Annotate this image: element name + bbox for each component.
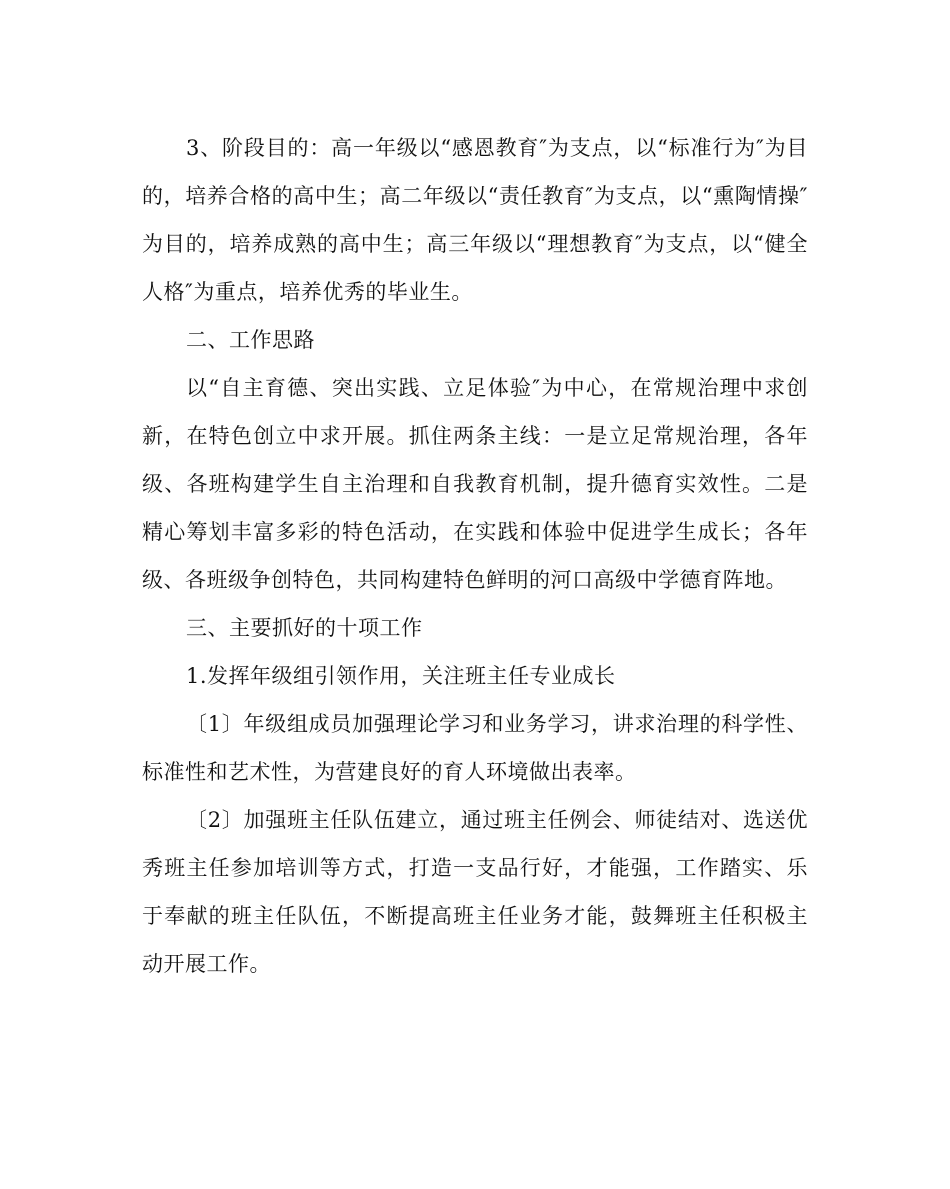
section-heading-work-ideas: 二、工作思路 xyxy=(186,328,315,352)
paragraph-item-1: 〔1〕年级组成员加强理论学习和业务学习，讲求治理的科学性、标准性和艺术性，为营建良好的育人环境做出表率。 xyxy=(142,712,808,784)
section-heading-ten-tasks: 三、主要抓好的十项工作 xyxy=(186,616,423,640)
paragraph-item-2: 〔2〕加强班主任队伍建立，通过班主任例会、师徒结对、选送优秀班主任参加培训等方式，打造一支品行好，才能强，工作踏实、乐于奉献的班主任队伍，不断提高班主任业务才能，鼓舞班主任积极主动开展工作。 xyxy=(142,808,808,976)
subheading-grade-group-role: 1.发挥年级组引领作用，关注班主任专业成长 xyxy=(186,664,616,688)
document-body xyxy=(142,124,808,988)
paragraph-stage-goals: 3、阶段目的：高一年级以“感恩教育″为支点，以“标准行为″为目的，培养合格的高中生；高二年级以“责任教育″为支点，以“熏陶情操″为目的，培养成熟的高中生；高三年级以“理想教育″为支点，以“健全人格″为重点，培养优秀的毕业生。 xyxy=(142,136,808,304)
paragraph-work-ideas: 以“自主育德、突出实践、立足体验″为中心，在常规治理中求创新，在特色创立中求开展。抓住两条主线：一是立足常规治理，各年级、各班构建学生自主治理和自我教育机制，提升德育实效性。二是精心筹划丰富多彩的特色活动，在实践和体验中促进学生成长；各年级、各班级争创特色，共同构建特色鲜明的河口高级中学德育阵地。 xyxy=(142,376,808,592)
